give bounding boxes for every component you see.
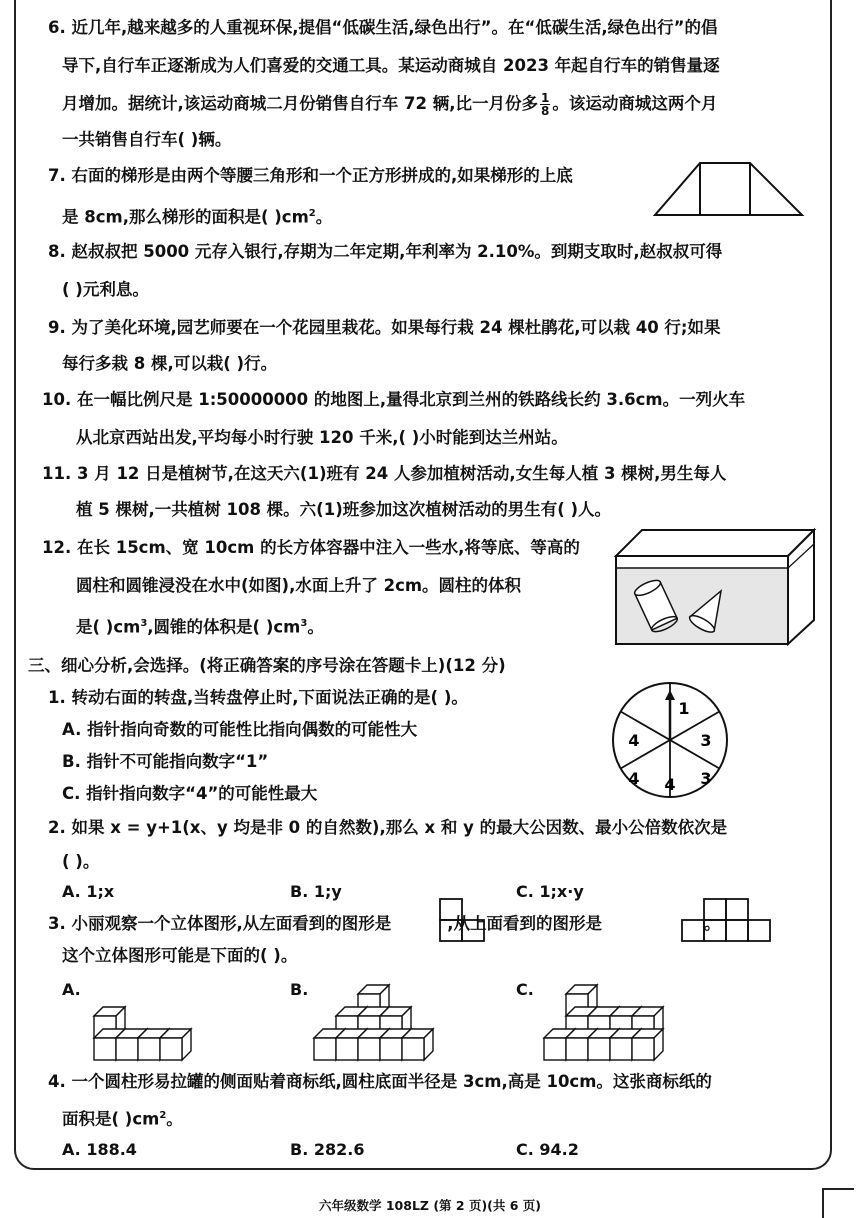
q12-line3b: ,圆锥的体积是( )cm: [147, 617, 301, 637]
m2-line2: ( )。: [62, 852, 100, 871]
m4-line2b: 。: [166, 1109, 183, 1129]
q10-line1: 10. 在一幅比例尺是 1:50000000 的地图上,量得北京到兰州的铁路线长约 3.6cm。一列火车: [42, 390, 746, 409]
m4-option-b: B. 282.6: [290, 1140, 365, 1159]
cube: [632, 1029, 663, 1060]
cube: [402, 1029, 433, 1060]
spinner-figure: [610, 680, 730, 800]
q6-line3b: 。该运动商城这两个月: [552, 94, 718, 113]
q6-line1: 6. 近几年,越来越多的人重视环保,提倡“低碳生活,绿色出行”。在“低碳生活,绿色出行”的倡: [48, 18, 718, 37]
q8-line1: 8. 赵叔叔把 5000 元存入银行,存期为二年定期,年利率为 2.10%。到期支取时,赵叔叔可得: [48, 242, 723, 261]
trapezoid-figure: [652, 160, 806, 218]
q7-line2b: 。: [315, 207, 333, 227]
corner-mark: [822, 1188, 854, 1218]
q11-line2: 植 5 棵树,一共植树 108 棵。六(1)班参加这次植树活动的男生有( )人。: [76, 500, 612, 519]
m4-sup: 2: [159, 1110, 167, 1121]
fraction-numerator: 1: [541, 91, 550, 105]
m1-option-b: B. 指针不可能指向数字“1”: [62, 752, 269, 771]
m1-option-c: C. 指针指向数字“4”的可能性最大: [62, 784, 318, 803]
m3-line1c: 。: [704, 914, 721, 933]
q7-sup: 2: [308, 208, 316, 219]
m4-line1: 4. 一个圆柱形易拉罐的侧面贴着商标纸,圆柱底面半径是 3cm,高是 10cm。这张商标纸的: [48, 1072, 712, 1091]
m3-line1: [48, 914, 721, 934]
q12-line3c: 。: [307, 617, 324, 637]
m3-line2: 这个立体图形可能是下面的( )。: [62, 946, 298, 965]
m1-option-a: A. 指针指向奇数的可能性比指向偶数的可能性大: [62, 720, 418, 739]
m4-line2a: 面积是( )cm: [62, 1109, 160, 1129]
q6-line3: [62, 92, 717, 117]
m4-option-a: A. 188.4: [62, 1140, 137, 1159]
q8-line2: ( )元利息。: [62, 280, 149, 299]
cube-figure-c: [540, 980, 680, 1064]
q12-line3: [76, 614, 324, 638]
spinner-label: 3: [700, 769, 712, 788]
spinner-label: 4: [628, 731, 640, 750]
fraction-denominator: 8: [541, 104, 550, 118]
section-3-heading: 三、细心分析,会选择。(将正确答案的序号涂在答题卡上)(12 分): [28, 656, 506, 675]
cube-figure-b: [310, 980, 450, 1064]
q12-line1: 12. 在长 15cm、宽 10cm 的长方体容器中注入一些水,将等底、等高的: [42, 538, 580, 557]
q6-line2: 导下,自行车正逐渐成为人们喜爱的交通工具。某运动商城自 2023 年起自行车的销售量逐: [62, 56, 720, 75]
m2-option-c: C. 1;x·y: [516, 882, 584, 901]
fraction: [540, 92, 550, 117]
top-view-figure: [680, 897, 774, 943]
cube-figure-a: [90, 992, 210, 1064]
spinner-label: 4: [628, 769, 640, 788]
m4-option-c: C. 94.2: [516, 1140, 579, 1159]
spinner-label: 1: [678, 699, 690, 718]
left-view-figure: [438, 897, 486, 943]
m3-option-a-label: A.: [62, 980, 81, 999]
m1-stem: 1. 转动右面的转盘,当转盘停止时,下面说法正确的是( )。: [48, 688, 468, 707]
m4-line2: [62, 1106, 183, 1130]
m3-line1a: 3. 小丽观察一个立体图形,从左面看到的图形是: [48, 914, 392, 933]
q9-line2: 每行多栽 8 棵,可以栽( )行。: [62, 354, 278, 373]
container-figure: [612, 526, 818, 648]
page-footer: 六年级数学 108LZ (第 2 页)(共 6 页): [319, 1198, 541, 1213]
cube: [160, 1029, 191, 1060]
spinner-label: 4: [664, 775, 676, 794]
q7-line2: [62, 204, 332, 228]
m2-option-a: A. 1;x: [62, 882, 115, 901]
q7-line1: 7. 右面的梯形是由两个等腰三角形和一个正方形拼成的,如果梯形的上底: [48, 166, 573, 185]
q12-sup1: 3: [140, 618, 148, 629]
m3-option-b-label: B.: [290, 980, 309, 999]
q12-line3a: 是( )cm: [76, 617, 141, 637]
m3-line1b: ,从上面看到的图形是: [447, 914, 603, 933]
q7-line2a: 是 8cm,那么梯形的面积是( )cm: [62, 207, 309, 227]
m2-line1: 2. 如果 x = y+1(x、y 均是非 0 的自然数),那么 x 和 y 的最大公因数、最小公倍数依次是: [48, 818, 728, 837]
q12-sup2: 3: [300, 618, 308, 629]
q6-line4: 一共销售自行车( )辆。: [62, 130, 232, 149]
m2-option-b: B. 1;y: [290, 882, 342, 901]
q11-line1: 11. 3 月 12 日是植树节,在这天六(1)班有 24 人参加植树活动,女生每人植 3 棵树,男生每人: [42, 464, 727, 483]
q6-line3a: 月增加。据统计,该运动商城二月份销售自行车 72 辆,比一月份多: [62, 94, 538, 113]
q10-line2: 从北京西站出发,平均每小时行驶 120 千米,( )小时能到达兰州站。: [76, 428, 568, 447]
m3-option-c-label: C.: [516, 980, 534, 999]
spinner-label: 3: [700, 731, 712, 750]
q12-line2: 圆柱和圆锥浸没在水中(如图),水面上升了 2cm。圆柱的体积: [76, 576, 522, 595]
q9-line1: 9. 为了美化环境,园艺师要在一个花园里栽花。如果每行栽 24 棵杜鹃花,可以栽 40 行;如果: [48, 318, 721, 337]
